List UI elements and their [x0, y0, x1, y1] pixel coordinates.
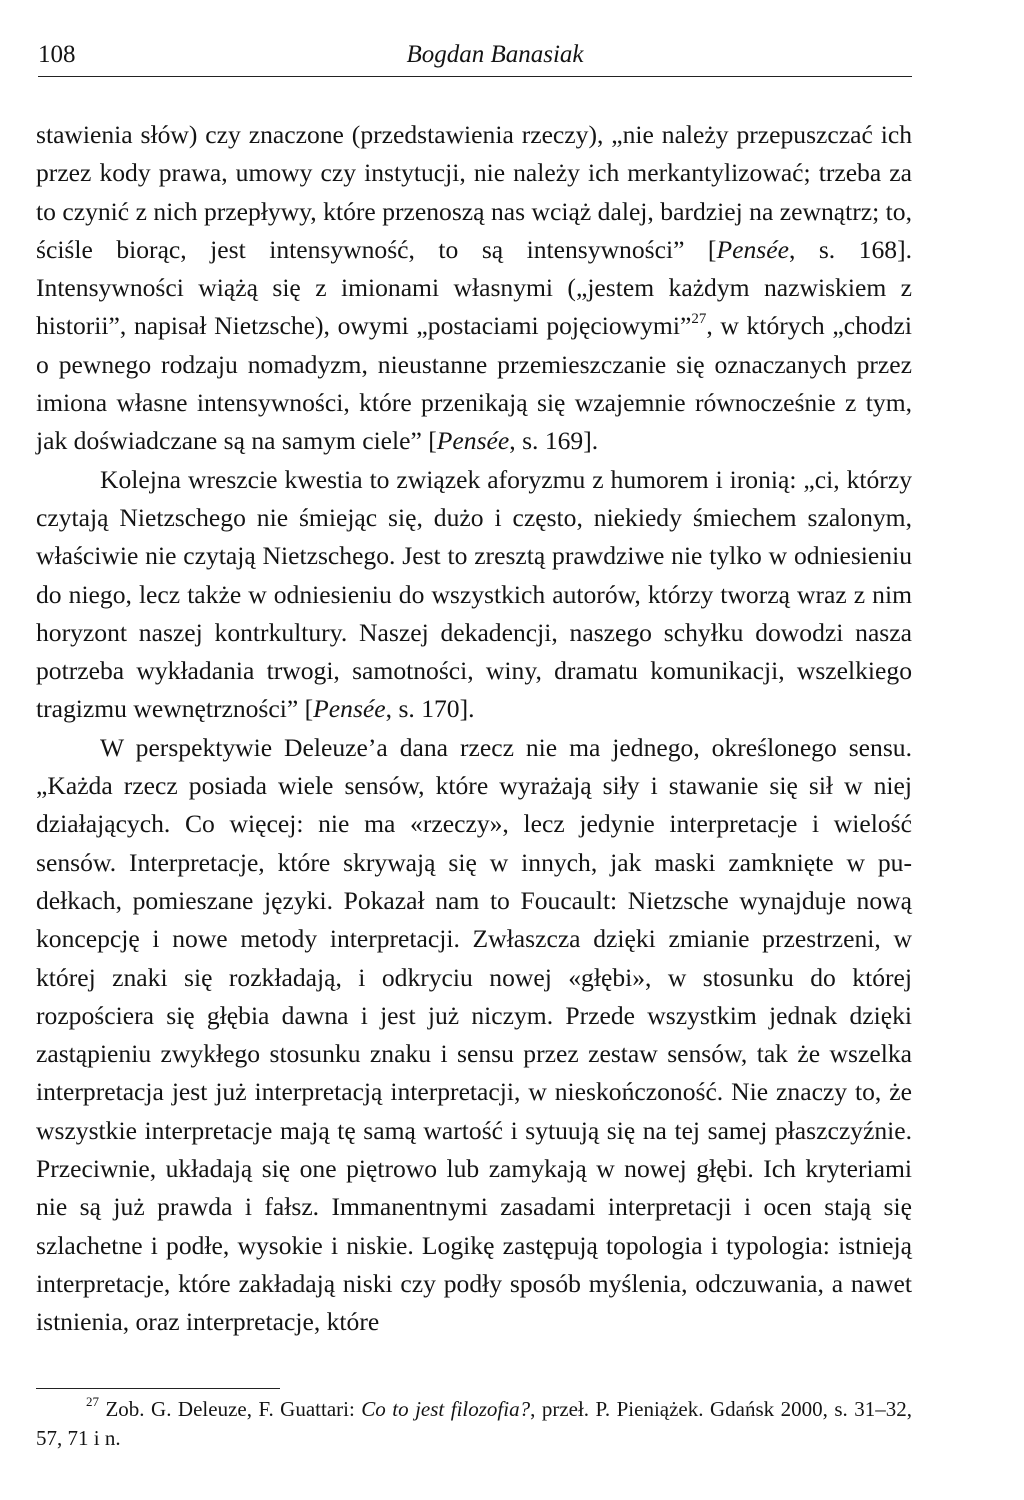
page-number: 108 [38, 41, 76, 68]
paragraph-1: stawienia słów) czy znaczone (przedstawienia rzeczy), „nie należy przepuszczać ich przez kody prawa, umowy czy instytucji, nie należy ich merkantylizować; trzeba za to czynić z nich przepływy, które przenoszą nas wciąż dalej, bardziej na zewnątrz; to, ściśle biorąc, jest intensywność, to są intensywności” [Pensée, s. 168]. Intensywności wiążą się z imionami własnymi („jestem każdym nazwiskiem z historii”, napisał Nietzsche), owymi „postaciami pojęciowymi”$^{27}$, w których „chodzi o pewnego rodzaju nomadyzm, nieustanne przemieszczanie się oznaczanych przez imiona własne intensywności, które przenikają się wzajemnie równocześnie z tym, jak doświadczane są na samym ciele” [Pensée, s. 169]. [36, 120, 912, 456]
footnote-ref: 27 [691, 310, 707, 327]
citation-title: Pensée [716, 234, 789, 264]
footnote-book-title: Co to jest filozofia? [361, 1397, 531, 1421]
running-head-author: Bogdan Banasiak [406, 41, 584, 68]
footnote-27: $^{27}$ Zob. G. Deleuze, F. Guattari: Co to jest filozofia?, przeł. P. Pieniążek. Gdańsk 2000, s. 31–32, 57, 71 i n. [36, 1394, 912, 1450]
paragraph-3: W perspektywie Deleuze’a dana rzecz nie ma jednego, określonego sensu. „Każda rzecz posiada wiele sensów, które wyrażają siły i stawanie się sił w niej działających. Co więcej: nie ma «rzeczy», lecz jedynie interpretacje i wielość sensów. Interpretacje, które skrywają się w innych, jak maski zamknięte w pudełkach, pomieszane języki. Pokazał nam to Foucault: Nietzsche wynajduje nową koncepcję i nowe metody interpretacji. Zwłaszcza dzięki zmianie przestrzeni, w której znaki się rozkładają, i odkryciu nowej «głębi», w stosunku do której rozpościera się głębia dawna i jest już niczym. Przede wszystkim jednak dzięki zastąpieniu zwykłego stosunku znaku i sensu przez zestaw sensów, tak że wszelka interpretacja jest już interpretacją interpretacji, w nieskończoność. Nie znaczy to, że wszystkie interpretacje mają tę samą wartość i sytuują się na tej samej płaszczyźnie. Przeciwnie, układają się one piętrowo lub zamykają w nowej głębi. Ich kryteriami nie są już prawda i fałsz. Immanentnymi zasadami interpretacji i ocen stają się szlachetne i podłe, wysokie i niskie. Logikę zastępują topologia i typologia: istnieją interpretacje, które zakładają niski czy podły sposób myślenia, odczuwania, a nawet istnienia, oraz interpretacje, które [36, 732, 912, 1337]
citation-title: Pensée [436, 426, 510, 456]
citation-title: Pensée [313, 694, 386, 724]
footnote-number: 27 [86, 1394, 99, 1409]
footnote-divider [36, 1388, 280, 1389]
page-header [38, 40, 912, 77]
body-text [36, 116, 912, 1342]
paragraph-2: Kolejna wreszcie kwestia to związek aforyzmu z humorem i ironią: „ci, którzy czytają Nietzschego nie śmiejąc się, dużo i często, niekiedy śmiechem szalonym, właściwie nie czytają Nietzschego. Jest to zresztą prawdziwe nie tylko w odniesieniu do niego, lecz także w odniesieniu do wszystkich autorów, którzy tworzą wraz z nim horyzont naszej kontrkultury. Naszej dekadencji, naszego schyłku dowodzi nasza potrzeba wykładania trwogi, samotności, winy, dramatu komunikacji, wszelkiego tragizmu wewnętrzności” [Pensée, s. 170]. [36, 464, 912, 724]
